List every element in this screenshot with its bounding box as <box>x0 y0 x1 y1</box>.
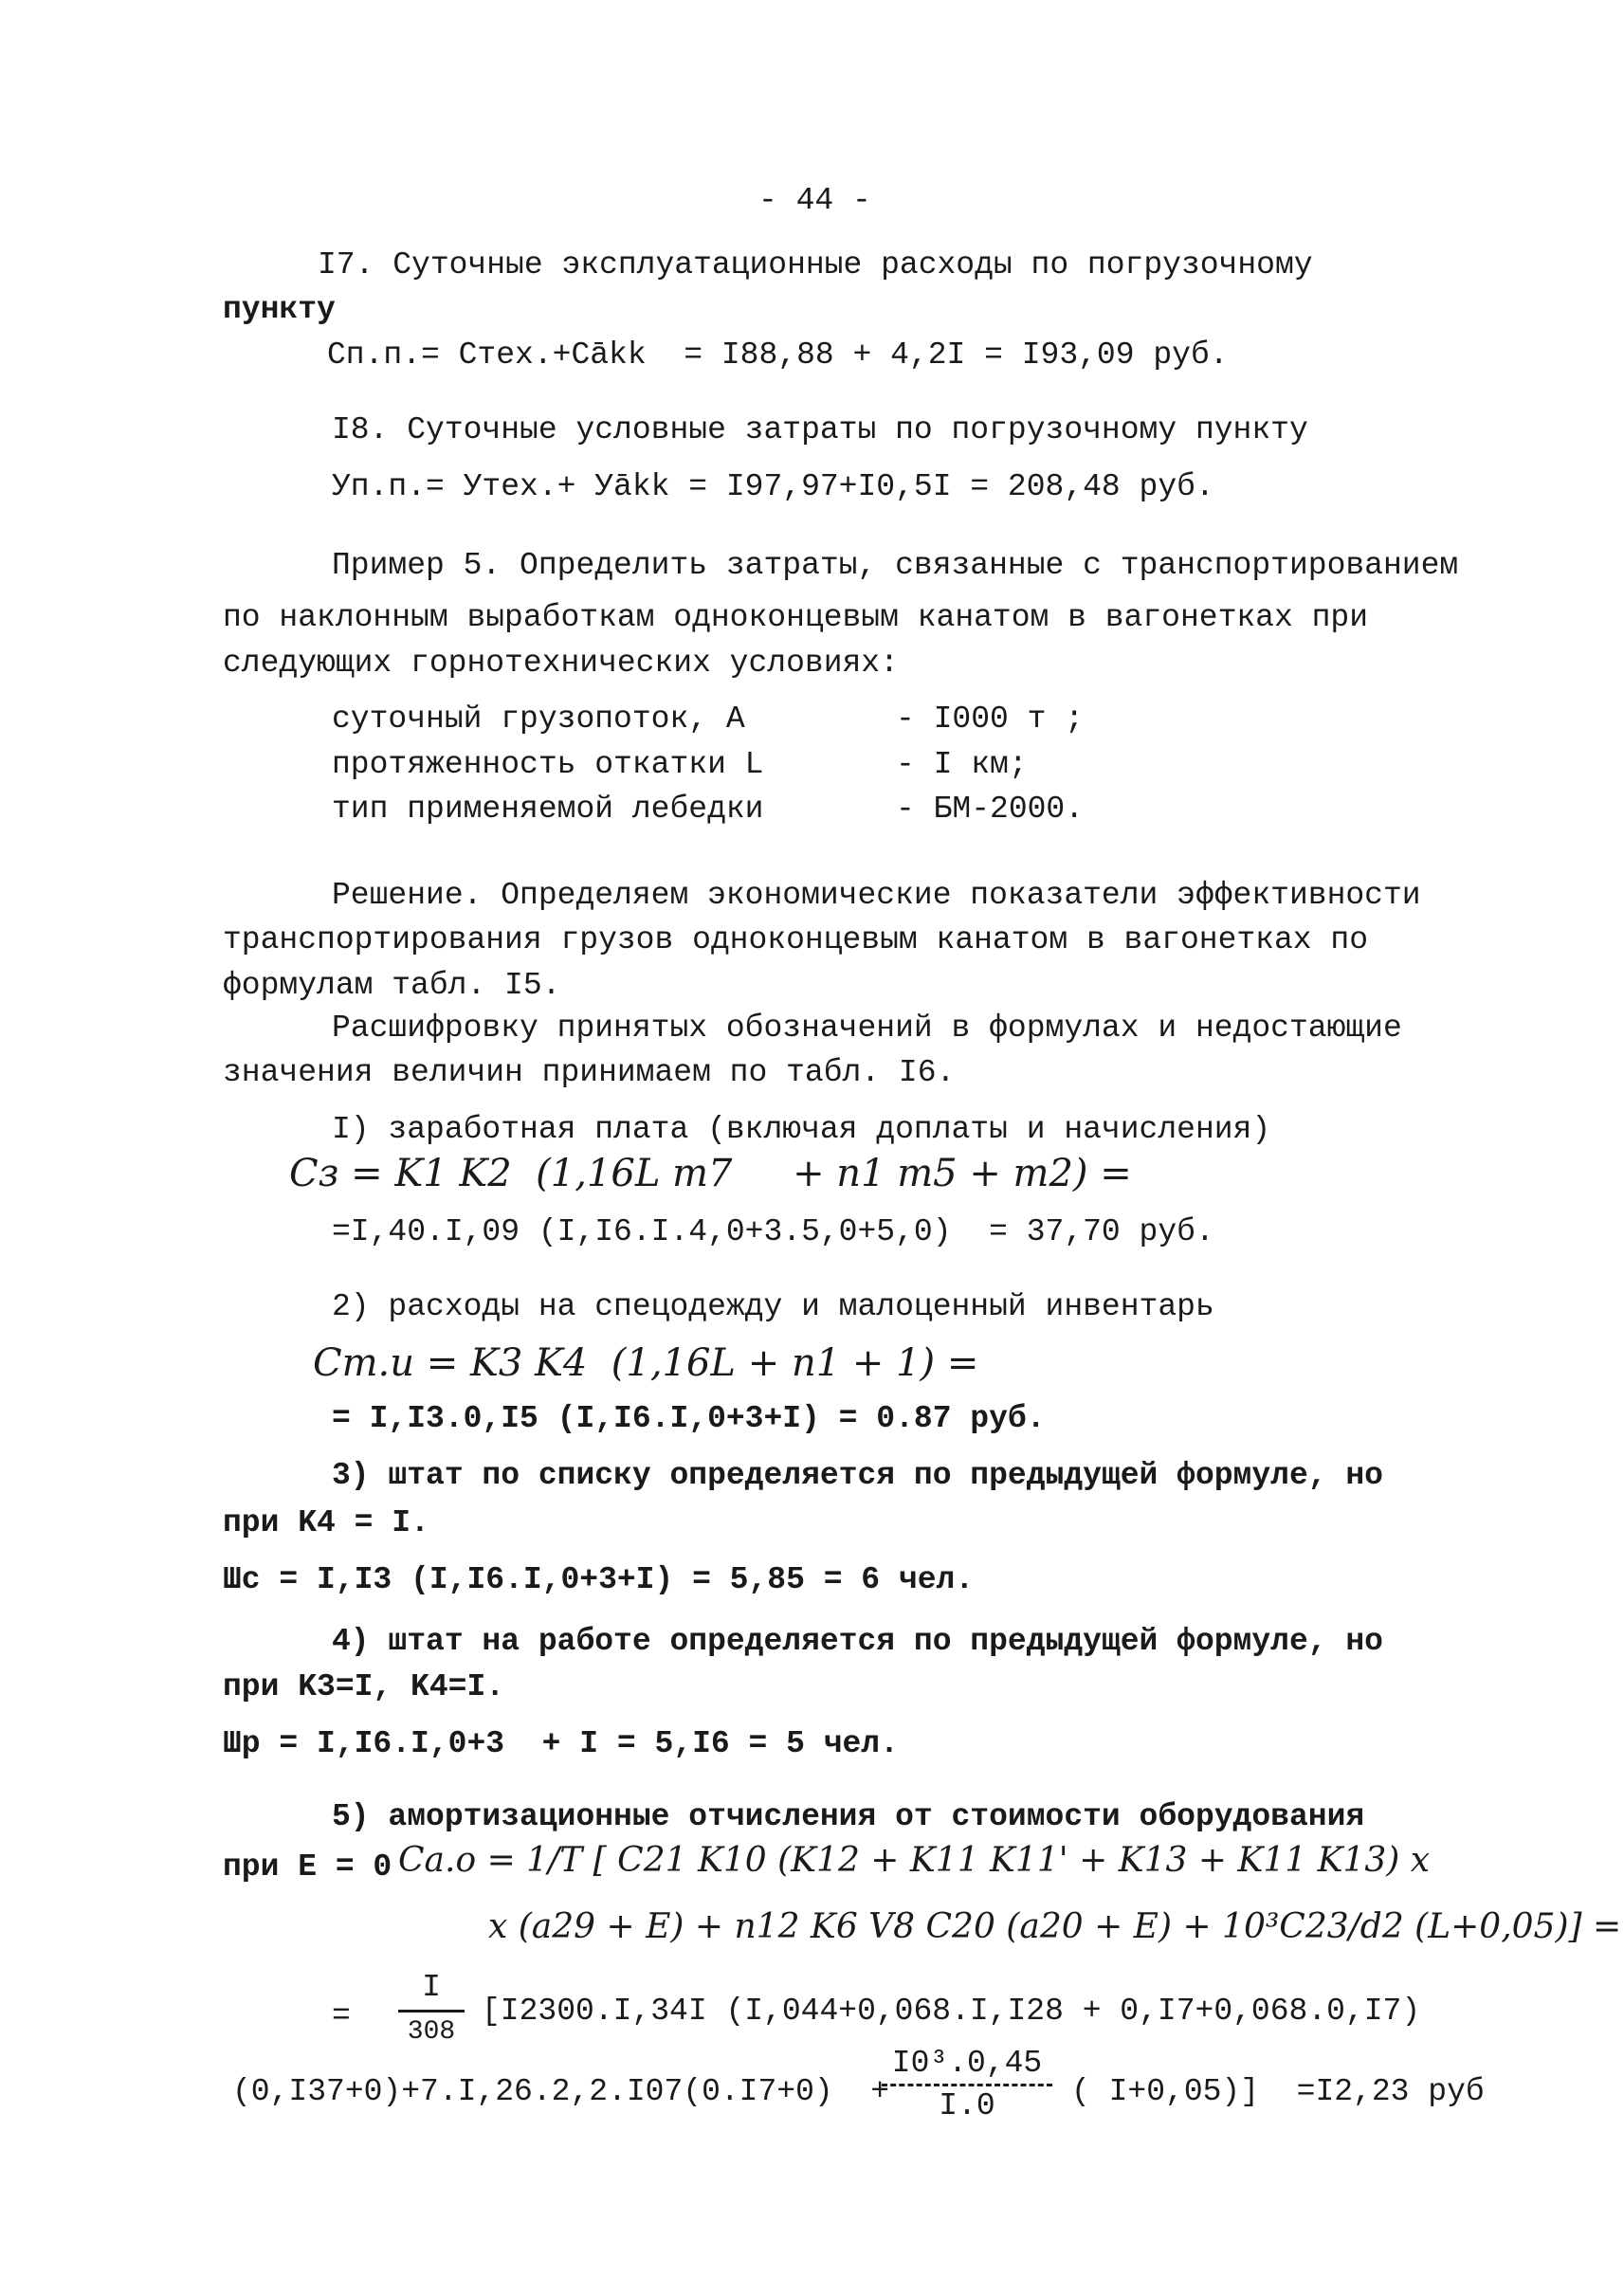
step-2-heading: 2) расходы на спецодежду и малоценный инвентарь <box>332 1289 1214 1324</box>
formula-cpp: Сп.п.= Стех.+Сākk = I88,88 + 4,2I = I93,09 руб. <box>327 337 1229 373</box>
formula-wages: Cз = K1 K2 (1,16L m7 + n1 m5 + m2) = <box>289 1152 1132 1195</box>
step-5-condition: при E = 0 <box>223 1849 392 1885</box>
calc-wages: =I,40.I,09 (I,I6.I.4,0+3.5,0+5,0) = 37,70 руб. <box>332 1214 1214 1249</box>
calc-staff-list: Шс = I,I3 (I,I6.I,0+3+I) = 5,85 = 6 чел. <box>223 1562 975 1597</box>
fraction-1-denominator: 308 <box>407 2017 456 2047</box>
condition-label: протяженность откатки L <box>332 747 764 782</box>
solution-line-2: транспортирования грузов одноконцевым канатом в вагонетках по <box>223 922 1368 957</box>
formula-clothing: Cm.u = K3 K4 (1,16L + n1 + 1) = <box>313 1341 979 1385</box>
fraction-1-numerator: I <box>422 1970 441 2005</box>
step-1-heading: I) заработная плата (включая доплаты и начисления) <box>332 1112 1271 1147</box>
example-5-line-2: по наклонным выработкам одноконцевым канатом в вагонетках при <box>223 600 1368 635</box>
fraction-1-bar <box>398 2010 465 2013</box>
calc-amortization-2: (0,I37+0)+7.I,26.2,2.I07(0.I7+0) + <box>232 2074 890 2109</box>
formula-amortization-2: x (a29 + E) + n12 K6 V8 C20 (a20 + E) + 10³C23/d2 (L+0,05)] = <box>488 1907 1622 1946</box>
legend-line-1: Расшифровку принятых обозначений в формулах и недостающие <box>332 1011 1402 1046</box>
step-3-condition: при K4 = I. <box>223 1505 429 1540</box>
condition-value: - I000 т ; <box>896 701 1085 737</box>
example-5-line-1: Пример 5. Определить затраты, связанные с транспортированием <box>332 548 1459 583</box>
legend-line-2: значения величин принимаем по табл. I6. <box>223 1055 956 1090</box>
fraction-2-bar <box>882 2084 1052 2086</box>
fraction-2-numerator: I0³.0,45 <box>891 2046 1043 2081</box>
formula-amortization-1: Ca.o = 1/T [ C21 K10 (K12 + K11 K11' + K13 + K11 K13) x <box>398 1841 1431 1880</box>
page-number: - 44 - <box>758 183 871 218</box>
calc-staff-work: Шр = I,I6.I,0+3 + I = 5,I6 = 5 чел. <box>223 1726 899 1761</box>
condition-row <box>0 792 1624 829</box>
condition-label: суточный грузопоток, A <box>332 701 745 737</box>
calc-amortization-3: ( I+0,05)] =I2,23 руб <box>1071 2074 1485 2109</box>
condition-value: - I км; <box>896 747 1028 782</box>
condition-row <box>0 701 1624 739</box>
calc-amortization-equals: = <box>332 1998 370 2033</box>
condition-value: - БМ-2000. <box>896 792 1085 827</box>
calc-amortization-1: [I2300.I,34I (I,044+0,068.I,I28 + 0,I7+0,068.0,I7) <box>482 1994 1421 2029</box>
condition-row <box>0 747 1624 785</box>
step-4-condition: при K3=I, K4=I. <box>223 1669 505 1704</box>
item-17-heading-cont: пункту <box>223 292 336 327</box>
fraction-2-denominator: I.0 <box>939 2088 995 2123</box>
solution-line-3: формулам табл. I5. <box>223 968 561 1003</box>
solution-line-1: Решение. Определяем экономические показатели эффективности <box>332 878 1421 913</box>
step-4-heading: 4) штат на работе определяется по предыдущей формуле, но <box>332 1624 1383 1659</box>
item-17-heading: I7. Суточные эксплуатационные расходы по погрузочному <box>318 247 1313 282</box>
condition-label: тип применяемой лебедки <box>332 792 764 827</box>
calc-clothing: = I,I3.0,I5 (I,I6.I,0+3+I) = 0.87 руб. <box>332 1401 1046 1436</box>
step-5-heading: 5) амортизационные отчисления от стоимости оборудования <box>332 1799 1365 1834</box>
formula-upp: Уп.п.= Утех.+ Уākk = I97,97+I0,5I = 208,48 руб. <box>332 469 1214 504</box>
item-18-heading: I8. Суточные условные затраты по погрузочному пункту <box>332 412 1308 447</box>
example-5-line-3: следующих горнотехнических условиях: <box>223 646 899 681</box>
step-3-heading: 3) штат по списку определяется по предыдущей формуле, но <box>332 1458 1383 1493</box>
